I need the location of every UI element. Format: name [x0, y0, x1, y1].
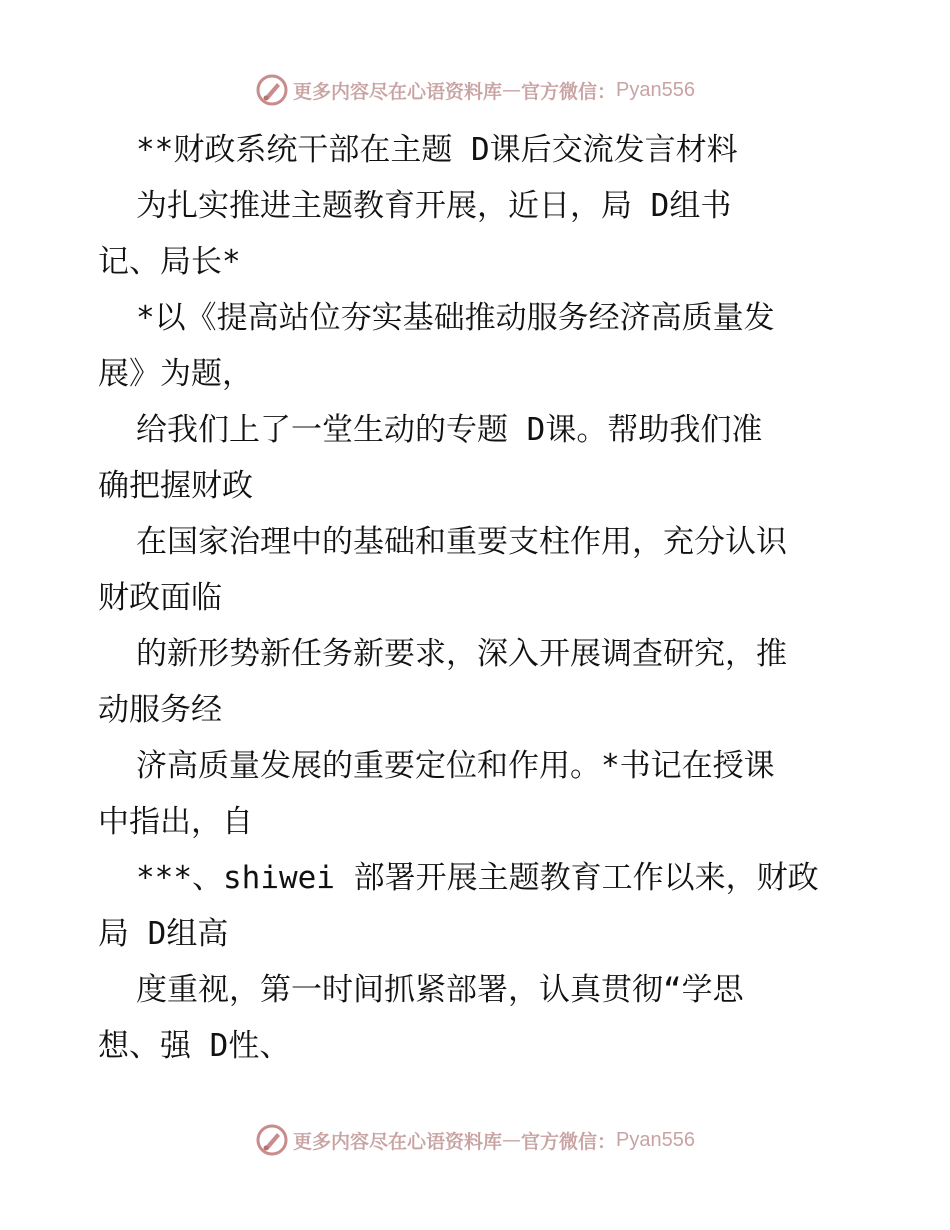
footer-watermark-banner [0, 1120, 950, 1160]
text-line: 财政面临 [98, 580, 222, 616]
text-line: 度重视，第一时间抓紧部署，认真贯彻“学思 [136, 972, 744, 1008]
watermark-main-text: 更多内容尽在心语资料库 [293, 80, 503, 103]
document-title: **财政系统干部在主题 D课后交流发言材料 [136, 132, 738, 168]
document-body [98, 122, 858, 1074]
text-line: 确把握财政 [98, 468, 253, 504]
text-line: 为扎实推进主题教育开展，近日，局 D组书 [136, 188, 732, 224]
watermark-dash: — [502, 1129, 522, 1151]
text-line: 给我们上了一堂生动的专题 D课。帮助我们准 [136, 412, 763, 448]
text-line: 中指出，自 [98, 804, 253, 840]
text-line: ***、shiwei 部署开展主题教育工作以来，财政 [136, 860, 819, 896]
text-line: 的新形势新任务新要求，深入开展调查研究，推 [136, 636, 787, 672]
pen-logo-icon [255, 1123, 289, 1157]
watermark-dash: — [502, 79, 522, 101]
watermark-wechat-label: 官方微信： [521, 1130, 617, 1153]
header-watermark-banner [0, 70, 950, 110]
watermark-main-text: 更多内容尽在心语资料库 [293, 1130, 503, 1153]
watermark-wechat-label: 官方微信： [521, 80, 617, 103]
text-line: 济高质量发展的重要定位和作用。*书记在授课 [136, 748, 775, 784]
watermark-wechat-id: Pyan556 [616, 78, 695, 101]
watermark-wechat-id: Pyan556 [616, 1128, 695, 1151]
text-line: 在国家治理中的基础和重要支柱作用，充分认识 [136, 524, 787, 560]
pen-logo-icon [255, 73, 289, 107]
text-line: 想、强 D性、 [98, 1028, 291, 1064]
text-line: *以《提高站位夯实基础推动服务经济高质量发 [136, 300, 775, 336]
text-line: 展》为题， [98, 356, 253, 392]
text-line: 记、局长* [98, 244, 241, 280]
text-line: 局 D组高 [98, 916, 229, 952]
text-line: 动服务经 [98, 692, 222, 728]
